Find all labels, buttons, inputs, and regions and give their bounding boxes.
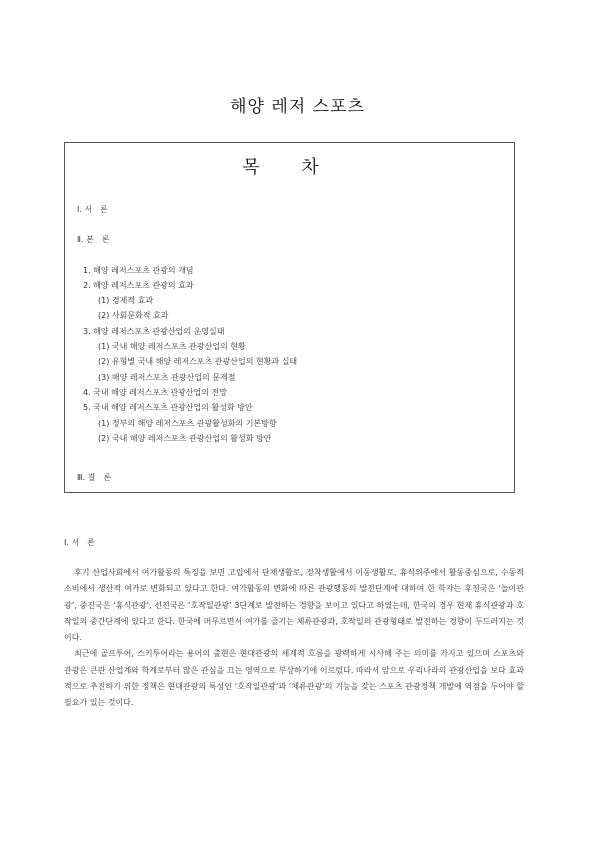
section-heading-intro: Ⅰ. 서 론 [64,538,95,547]
paragraph: 후기 산업사회에서 여가활동의 특징을 보면 고립에서 단체생활로, 정착생활에서 이동생활로, 휴식위주에서 활동중심으로, 수동적 소비에서 생산적 여가로 변화되고 있다고 한다. 여가활동의 변화에 따른 관광행동의 발전단계에 대하여 한 학자는 후진국은 ‘놀이관광’, 중진국은 ‘휴식관광’, 선진국은 ‘호작일관광’ 3단계로 발전하는 경향을 보이고 있다고 하였는데, 한국의 경우 현재 휴식관광과 호작일의 중간단계에 있다고 한다. 한국에 머무르면서 여가를 즐기는 체류관광과, 호작일의 관광형태로 발전하는 경향이 두드러지는 것이다. [64,568,524,643]
toc-main-body: Ⅱ. 본 론 [77,235,110,244]
table-of-contents [64,142,515,493]
toc-item: 4. 국내 해양 레저스포츠 관광산업의 전망 [83,388,227,397]
toc-item: (2) 유형별 국내 해양 레저스포츠 관광산업의 현황과 실태 [98,357,298,366]
toc-intro: Ⅰ. 서 론 [77,205,108,214]
document-title: 해양 레저 스포츠 [230,97,365,117]
intro-body [64,565,524,712]
toc-item: (1) 경제적 효과 [98,296,154,305]
toc-item: 5. 국내 해양 레저스포츠 관광산업의 활성화 방안 [83,403,253,412]
toc-item: 3. 해양 레저스포츠 관광산업의 운영실태 [83,327,225,336]
toc-item: (3) 해양 레저스포츠 관광산업의 문제점 [98,373,236,382]
toc-item: (1) 국내 해양 레저스포츠 관광산업의 현황 [98,342,246,351]
paragraph: 최근에 골프투어, 스키투어라는 용어의 출현은 현대관광의 세계적 흐름을 광력하게 시사해 주는 의미를 가지고 있으며 스포츠와 관광은 큰관 산업계와 학계로부터 많은 관심을 끄는 영역으로 부상하기에 이르렀다. 따라서 앞으로 우리나라의 관광산업을 보다 효과적으로 추진하기 위한 정책은 현대관광의 특성인 ‘호작일관광’과 ‘체류관광’의 기능을 갖는 스포츠 관광정책 개발에 역점을 두어야 할 필요가 있는 것이다. [64,649,524,708]
toc-conclusion: Ⅲ. 결 론 [77,473,112,482]
toc-item: (2) 사회문화적 효과 [98,311,169,320]
toc-item: 2. 해양 레저스포츠 관광의 효과 [83,281,194,290]
toc-item: (2) 국내 해양 레저스포츠 관광산업의 활성화 방안 [98,434,272,443]
toc-heading: 목 차 [242,157,337,178]
toc-item: (1) 정부의 해양 레저스포츠 관광활성화의 기본방향 [98,419,277,428]
toc-item: 1. 해양 레저스포츠 관광의 개념 [83,266,194,275]
